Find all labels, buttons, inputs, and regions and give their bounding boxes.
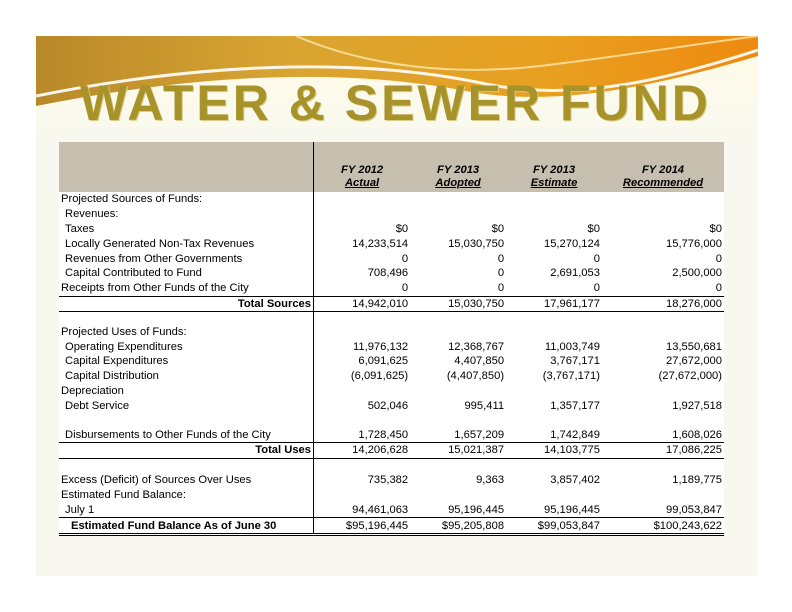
- table-row: Disbursements to Other Funds of the City 1,728,450 1,657,209 1,742,849 1,608,026: [59, 427, 724, 442]
- table-row: Operating Expenditures 11,976,132 12,368,767 11,003,749 13,550,681: [59, 339, 724, 354]
- final-balance-row: Estimated Fund Balance As of June 30 $95,196,445 $95,205,808 $99,053,847 $100,243,622: [59, 518, 724, 535]
- table-row: Taxes $0 $0 $0 $0: [59, 222, 724, 237]
- table-row: Revenues from Other Governments 0 0 0 0: [59, 251, 724, 266]
- section-heading: Projected Sources of Funds:: [59, 192, 724, 207]
- column-header: FY 2014 Recommended: [602, 142, 724, 192]
- spacer-row: [59, 312, 724, 325]
- page-title: WATER & SEWER FUND: [80, 75, 711, 131]
- table-row: Debt Service 502,046 995,411 1,357,177 1,927,518: [59, 398, 724, 413]
- section-heading: Projected Uses of Funds:: [59, 324, 724, 339]
- table-row: Receipts from Other Funds of the City 0 0 0 0: [61, 282, 722, 295]
- column-header: FY 2013 Adopted: [410, 142, 506, 192]
- section-heading: Depreciation: [59, 384, 724, 399]
- table-header-row: [59, 142, 724, 192]
- table-row: Capital Expenditures 6,091,625 4,407,850 3,767,171 27,672,000: [59, 354, 724, 369]
- table-row: Locally Generated Non-Tax Revenues 14,233,514 15,030,750 15,270,124 15,776,000: [59, 236, 724, 251]
- table-row: July 1 94,461,063 95,196,445 95,196,445 99,053,847: [59, 502, 724, 517]
- sub-heading: Revenues:: [59, 207, 724, 222]
- total-uses-row: Total Uses 14,206,628 15,021,387 14,103,775 17,086,225: [59, 442, 724, 458]
- table-row: Capital Contributed to Fund 708,496 0 2,691,053 2,500,000: [59, 266, 724, 281]
- table-row: Capital Distribution (6,091,625) (4,407,850) (3,767,171) (27,672,000): [59, 369, 724, 384]
- table-row: Excess (Deficit) of Sources Over Uses 735,382 9,363 3,857,402 1,189,775: [61, 474, 722, 487]
- spacer-row: [59, 458, 724, 473]
- column-header: FY 2013 Estimate: [506, 142, 602, 192]
- column-header: FY 2012 Actual: [314, 142, 411, 192]
- section-heading: Estimated Fund Balance:: [59, 488, 724, 503]
- spacer-row: [59, 413, 724, 427]
- fund-table: [59, 142, 724, 536]
- total-sources-row: Total Sources 14,942,010 15,030,750 17,961,177 18,276,000: [59, 296, 724, 312]
